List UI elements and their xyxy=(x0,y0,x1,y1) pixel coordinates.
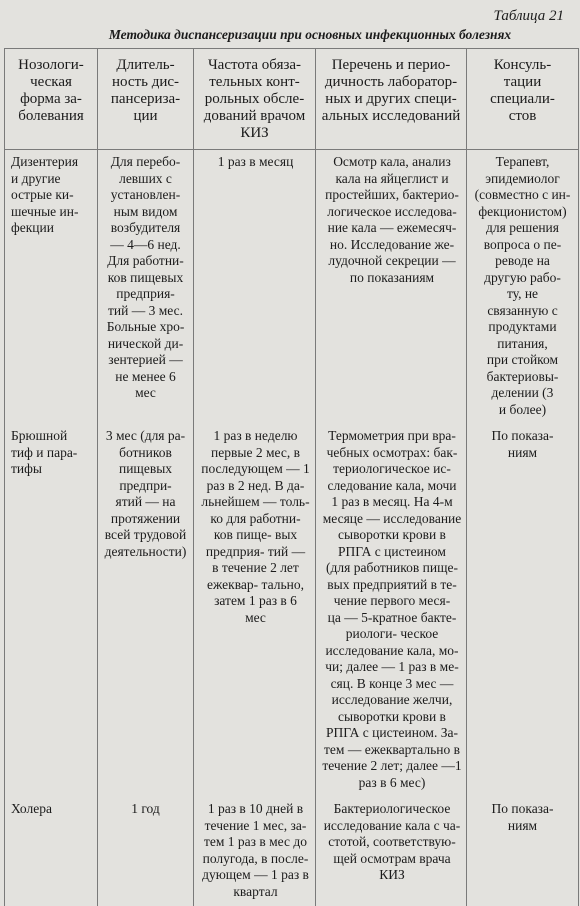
cell-consultations: Терапевт, эпидемиолог (совместно с ин- фекционистом) для решения вопроса о пе- реводе на другую рабо- ту, не связанную с продуктами питания, при стойком бактериовы- делении (3 и более) xyxy=(467,150,579,425)
table-body xyxy=(5,150,579,906)
table-header xyxy=(5,49,579,150)
header-consultations: Консуль- тации специали- стов xyxy=(467,49,579,150)
cell-duration: 1 год xyxy=(98,797,194,906)
header-row xyxy=(5,49,579,150)
header-tests: Перечень и перио- дичность лаборатор- ных и других специ- альных исследований xyxy=(316,49,467,150)
header-duration: Длитель- ность дис- пансериза- ции xyxy=(98,49,194,150)
table-row xyxy=(5,797,579,906)
cell-disease: Холера xyxy=(5,797,98,906)
cell-tests: Осмотр кала, анализ кала на яйцеглист и простейших, бактерио- логическое исследова- ние кала — ежемесяч- но. Исследование же- лудочной секреции — по показаниям xyxy=(316,150,467,425)
table-row xyxy=(5,150,579,425)
cell-consultations: По показа- ниям xyxy=(467,424,579,797)
cell-frequency: 1 раз в 10 дней в течение 1 мес, за- тем 1 раз в мес до полугода, в после- дующем — 1 раз в квартал xyxy=(194,797,316,906)
cell-disease: Брюшной тиф и пара- тифы xyxy=(5,424,98,797)
cell-tests: Термометрия при вра- чебных осмотрах: бак- териологическое ис- следование кала, мочи 1 раз в месяц. На 4-м месяце — исследование сыворотки крови в РПГА с цистеином (для работников пище- вых предприятий в те- чение первого меся- ца — 5-кратное бакте- риологи- ческое исследование кала, мо- чи; далее — 1 раз в ме- сяц. В конце 3 мес — исследование желчи, сыворотки крови в РПГА с цистеином. За- тем — ежеквартально в течение 2 лет; далее —1 раз в 6 мес) xyxy=(316,424,467,797)
cell-consultations: По показа- ниям xyxy=(467,797,579,906)
cell-frequency: 1 раз в неделю первые 2 мес, в последующем — 1 раз в 2 нед. В да- льнейшем — толь- ко для работни- ков пище- вых предприя- тий — в течение 2 лет ежеквар- тально, затем 1 раз в 6 мес xyxy=(194,424,316,797)
dispensary-table xyxy=(4,48,579,906)
header-frequency: Частота обяза- тельных конт- рольных обсле- дований врачом КИЗ xyxy=(194,49,316,150)
table-number: Таблица 21 xyxy=(494,8,564,25)
table-caption: Методика диспансеризации при основных инфекционных болезнях xyxy=(0,27,580,43)
cell-duration: 3 мес (для ра- ботников пищевых предпри- ятий — на протяжении всей трудовой деятельности) xyxy=(98,424,194,797)
header-disease: Нозологи- ческая форма за- болевания xyxy=(5,49,98,150)
cell-duration: Для перебо- левших с установлен- ным видом возбудителя — 4—6 нед. Для работни- ков пищевых предприя- тий — 3 мес. Больные хро- нической ди- зентерией — не менее 6 мес xyxy=(98,150,194,425)
cell-frequency: 1 раз в месяц xyxy=(194,150,316,425)
cell-disease: Дизентерия и другие острые ки- шечные ин- фекции xyxy=(5,150,98,425)
table-row xyxy=(5,424,579,797)
cell-tests: Бактериологическое исследование кала с ча- стотой, соответствую- щей осмотрам врача КИЗ xyxy=(316,797,467,906)
